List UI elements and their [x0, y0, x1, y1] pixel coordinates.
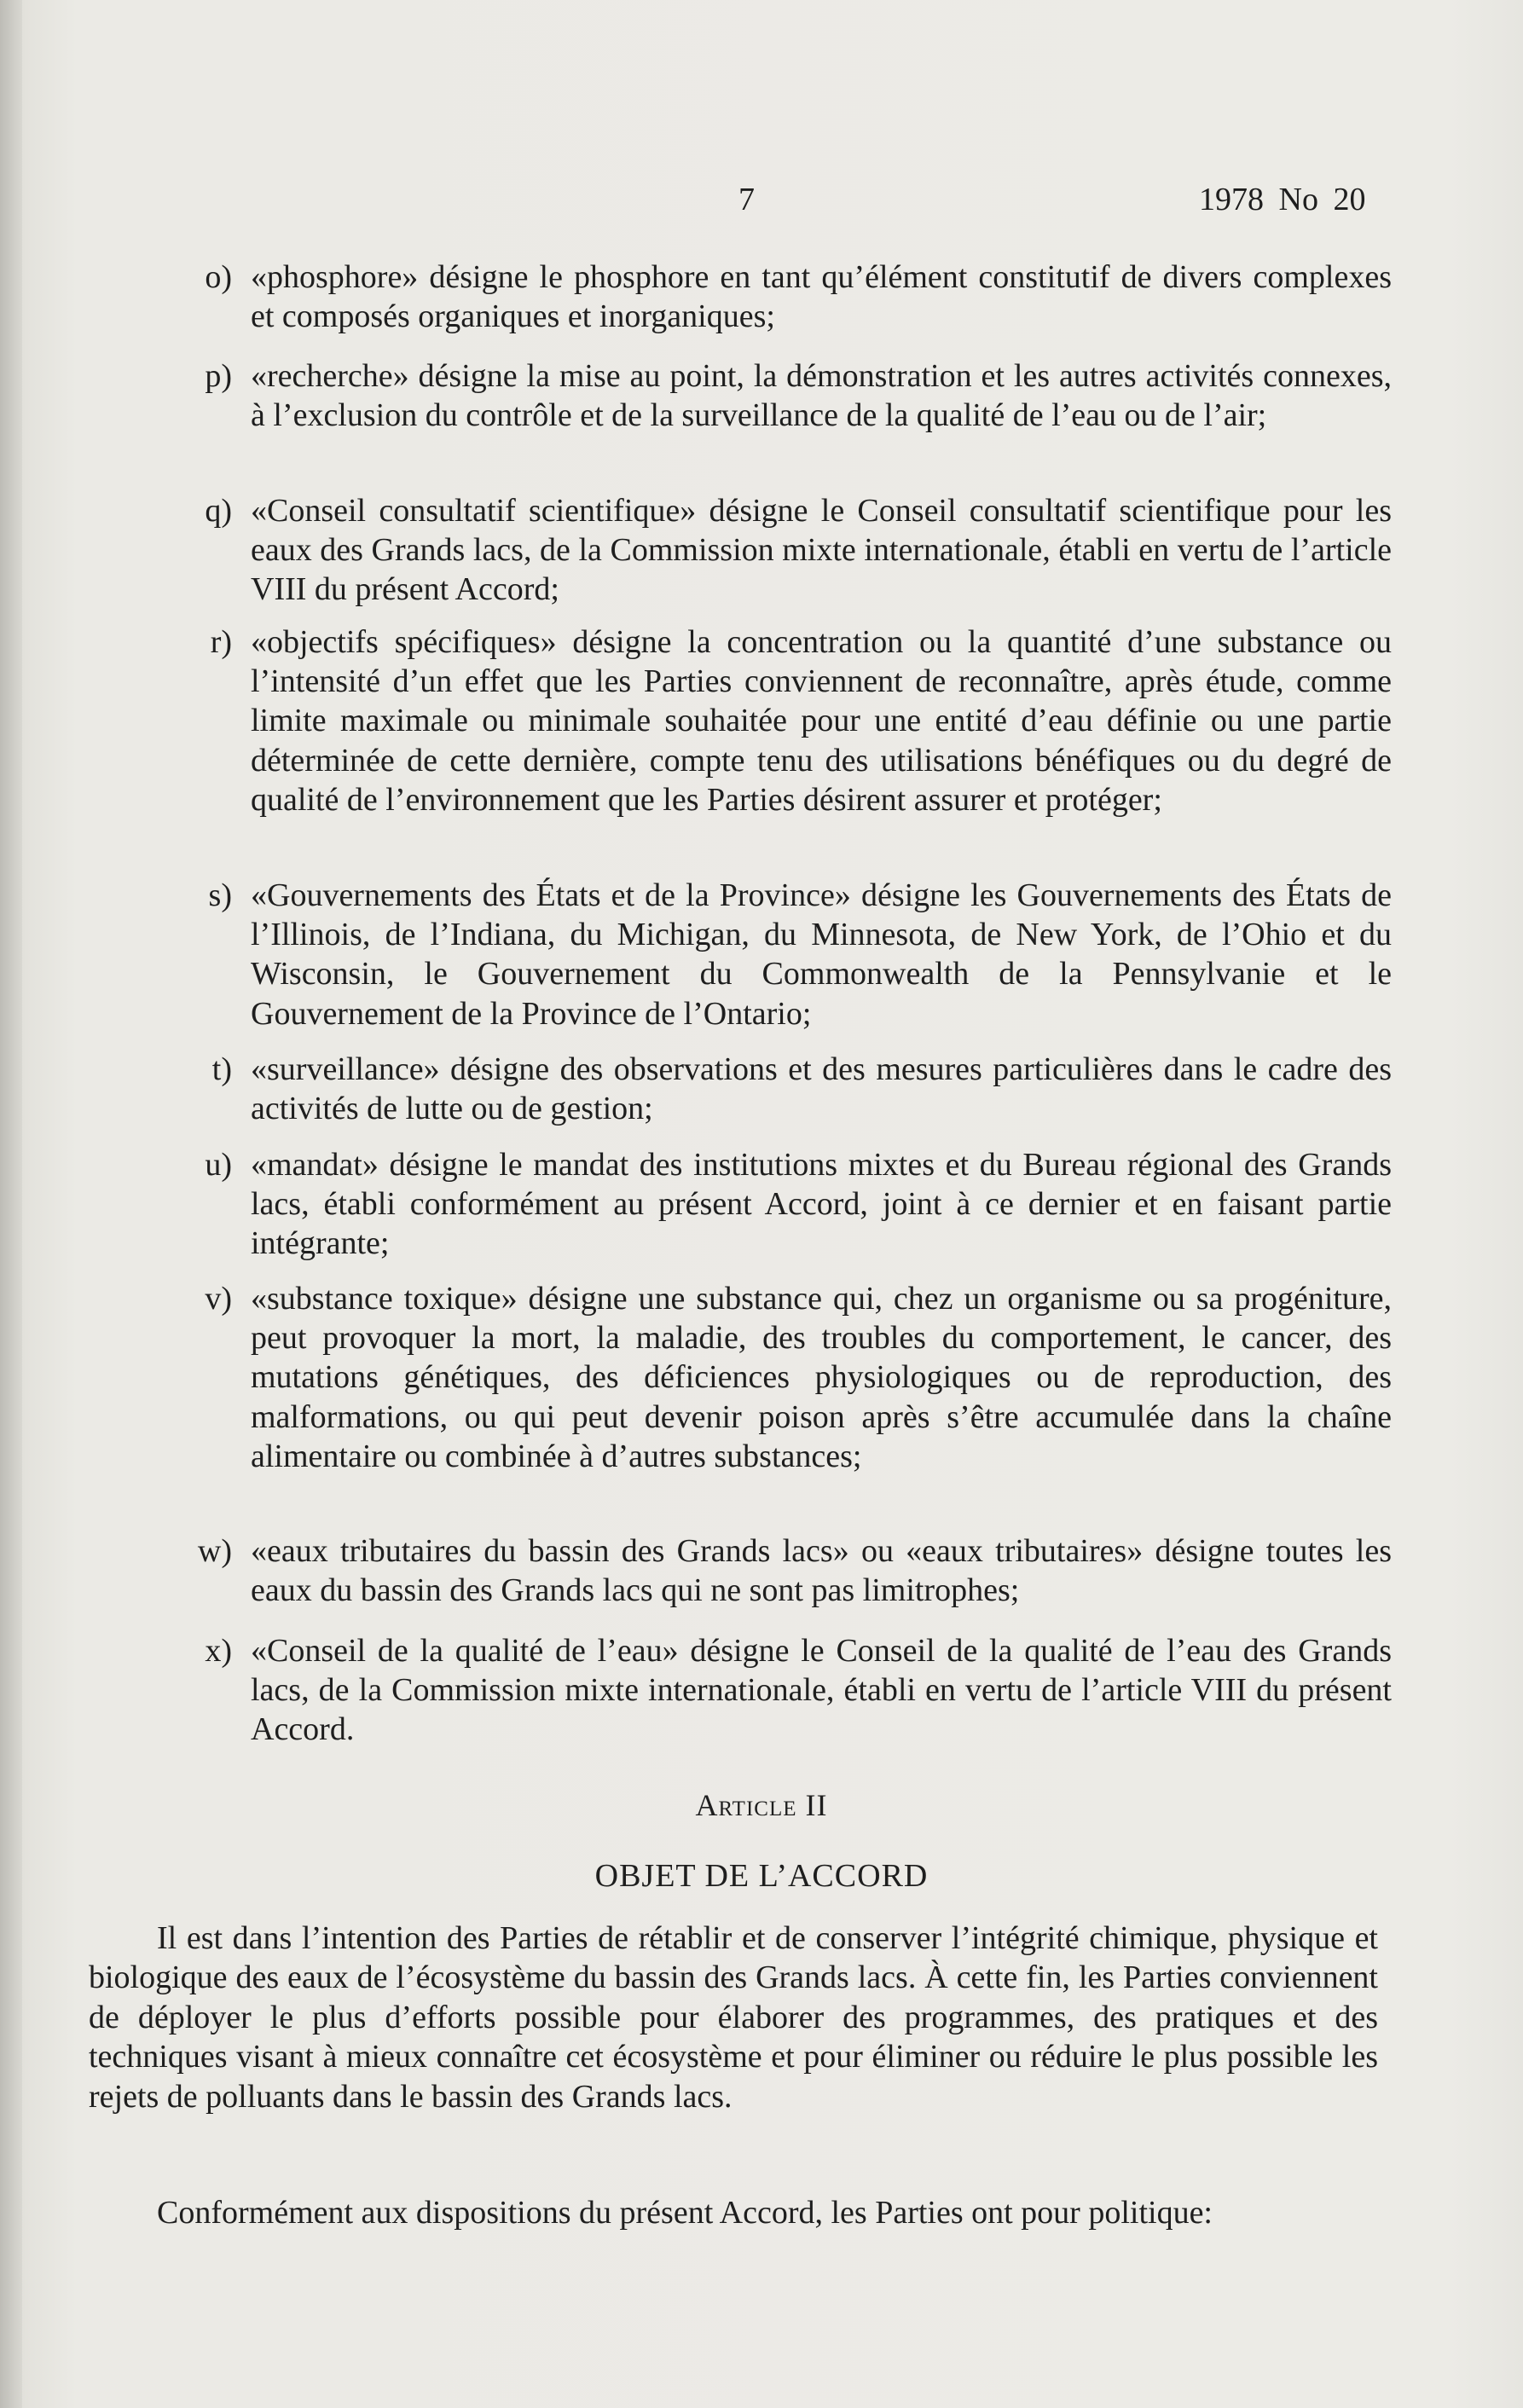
page-number: 7: [738, 182, 755, 217]
definition-text: «mandat» désigne le mandat des institutions mixtes et du Bureau régional des Grands lacs, établi conformément au présent Accord, joint à ce dernier et en faisant partie intégrante;: [251, 1147, 1392, 1262]
article-title: OBJET DE L’ACCORD: [594, 1858, 929, 1894]
document-reference: 1978 No 20: [1199, 182, 1366, 217]
definition-text: «Gouvernements des États et de la Province» désigne les Gouvernements des États de l’Illinois, de l’Indiana, du Michigan, du Minnesota, de New York, de l’Ohio et du Wisconsin, le Gouvernement du Commonwealth de la Pennsylvanie et le Gouvernement de la Province de l’Ontario;: [251, 877, 1392, 1032]
definition-text: «Conseil consultatif scientifique» désigne le Conseil consultatif scientifique pour les eaux des Grands lacs, de la Commission mixte internationale, établi en vertu de l’article VIII du présent Accord;: [251, 493, 1392, 608]
definition-letter: w): [197, 1533, 232, 1569]
definition-text: «substance toxique» désigne une substance qui, chez un organisme ou sa progéniture, peut provoquer la mort, la maladie, des troubles du comportement, le cancer, des mutations génétiques, des déficiences physiologiques ou de reproduction, des malformations, ou qui peut devenir poison après s’être accumulée dans la chaîne alimentaire ou combinée à d’autres substances;: [251, 1281, 1392, 1474]
body-paragraph: Conformément aux dispositions du présent Accord, les Parties ont pour politique:: [157, 2195, 1213, 2231]
definition-text: «Conseil de la qualité de l’eau» désigne le Conseil de la qualité de l’eau des Grands lacs, de la Commission mixte internationale, établi en vertu de l’article VIII du présent Accord.: [251, 1633, 1392, 1748]
definition-letter: t): [211, 1051, 232, 1087]
definition-text: «recherche» désigne la mise au point, la démonstration et les autres activités connexes, à l’exclusion du contrôle et de la surveillance de la qualité de l’eau ou de l’air;: [251, 358, 1392, 434]
definition-text: «phosphore» désigne le phosphore en tant qu’élément constitutif de divers complexes et composés organiques et inorganiques;: [251, 259, 1392, 335]
definition-text: «eaux tributaires du bassin des Grands lacs» ou «eaux tributaires» désigne toutes les eaux du bassin des Grands lacs qui ne sont pas limitrophes;: [251, 1533, 1392, 1609]
page-header: [0, 181, 1523, 223]
definition-letter: s): [208, 877, 232, 913]
definition-text: «objectifs spécifiques» désigne la concentration ou la quantité d’une substance ou l’intensité d’un effet que les Parties conviennent de reconnaître, après étude, comme limite maximale ou minimale souhaitée pour une entité d’eau définie ou une partie déterminée de cette dernière, compte tenu des utilisations bénéfiques ou du degré de qualité de l’environnement que les Parties désirent assurer et protéger;: [251, 624, 1392, 818]
definition-letter: q): [205, 493, 232, 529]
body-paragraph: Il est dans l’intention des Parties de rétablir et de conserver l’intégrité chimique, physique et biologique des eaux de l’écosystème du bassin des Grands lacs. À cette fin, les Parties conviennent de déployer le plus d’efforts possible pour élaborer des programmes, des pratiques et des techniques visant à mieux connaître cet écosystème et pour éliminer ou réduire le plus possible les rejets de polluants dans le bassin des Grands lacs.: [89, 1920, 1378, 2115]
article-label: Article II: [695, 1788, 828, 1822]
definition-letter: u): [205, 1147, 232, 1183]
definition-text: «surveillance» désigne des observations et des mesures particulières dans le cadre des activités de lutte ou de gestion;: [251, 1051, 1392, 1127]
page-spine-shadow: [0, 0, 22, 2408]
definition-letter: o): [205, 259, 232, 295]
definition-letter: x): [205, 1633, 232, 1669]
definition-letter: r): [210, 624, 232, 660]
definition-letter: v): [205, 1281, 232, 1317]
definition-letter: p): [205, 358, 232, 394]
